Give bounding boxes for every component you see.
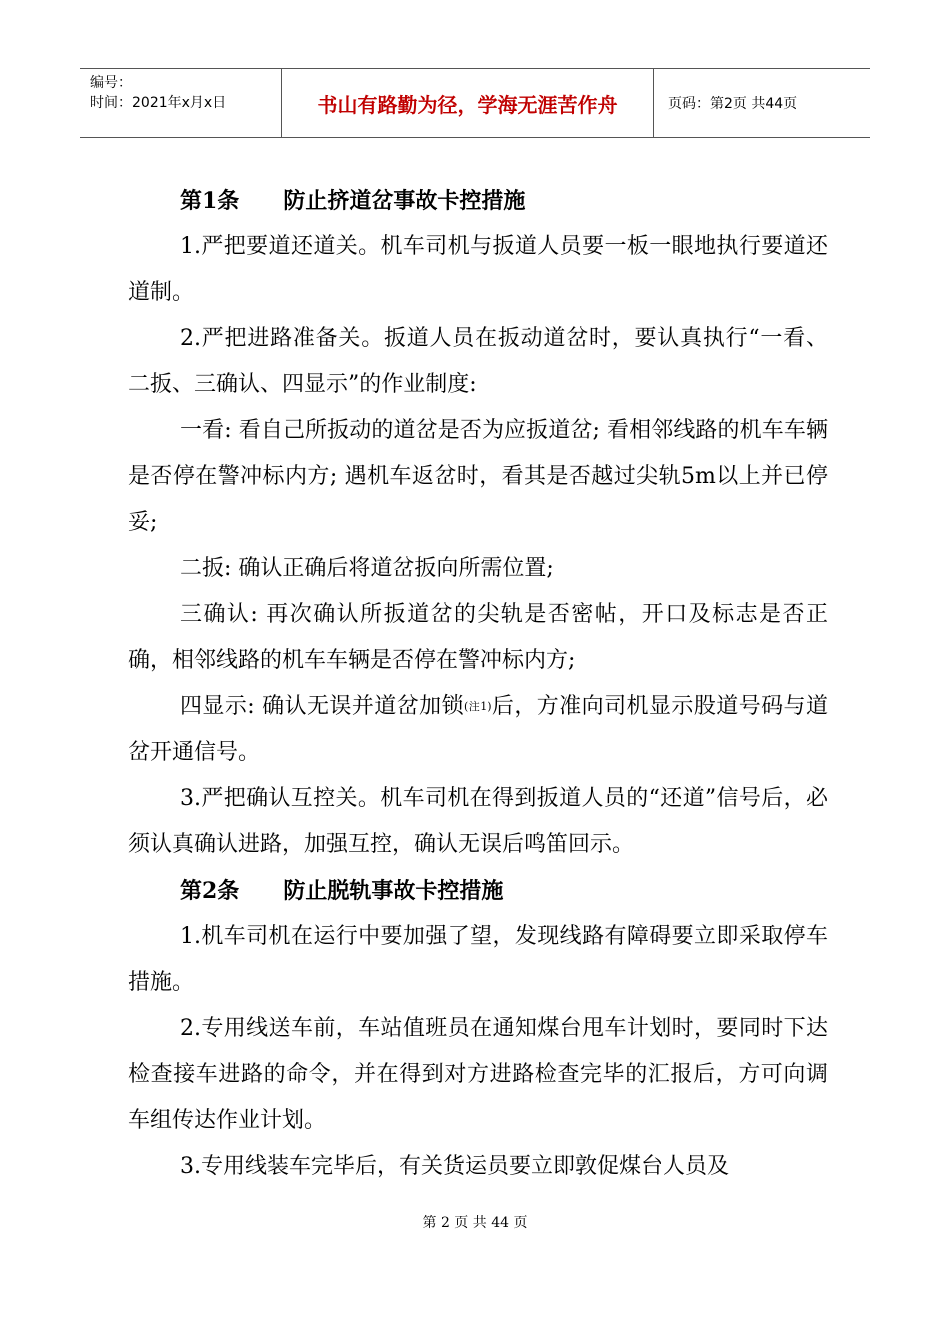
document-body <box>128 178 828 1190</box>
section-title: 防止挤道岔事故卡控措施 <box>283 188 526 214</box>
header-page-info: 页码：第2页 共44页 <box>668 96 798 112</box>
header-motto: 书山有路勤为径，学海无涯苦作舟 <box>282 69 654 137</box>
paragraph-text: 四显示: 确认无误并道岔加锁 <box>180 694 465 719</box>
section-heading <box>128 178 828 224</box>
paragraph: 3.专用线装车完毕后，有关货运员要立即敦促煤台人员及 <box>180 1154 729 1179</box>
footnote-marker: (注1) <box>464 700 492 713</box>
paragraph: 1.机车司机在运行中要加强了望，发现线路有障碍要立即采取停车措施。 <box>128 924 828 995</box>
paragraph-text: 后，方准向司机显示股道号码与道岔开通信号。 <box>128 694 828 765</box>
section-number: 第2条 <box>180 878 240 904</box>
paragraph <box>128 684 828 776</box>
header-meta <box>80 69 282 137</box>
paragraph: 三确认: 再次确认所扳道岔的尖轨是否密帖，开口及标志是否正确，相邻线路的机车车辆是否停在警冲标内方; <box>128 602 828 673</box>
section-heading <box>128 868 828 914</box>
paragraph: 二扳: 确认正确后将道岔扳向所需位置; <box>180 556 554 581</box>
paragraph: 一看: 看自己所扳动的道岔是否为应扳道岔; 看相邻线路的机车车辆是否停在警冲标内方; 遇机车返岔时，看其是否越过尖轨5m以上并已停妥; <box>128 418 828 535</box>
doc-time-label: 时间：2021年x月x日 <box>90 95 227 111</box>
section-title: 防止脱轨事故卡控措施 <box>283 878 504 904</box>
paragraph: 1.严把要道还道关。机车司机与扳道人员要一板一眼地执行要道还道制。 <box>128 234 828 305</box>
paragraph: 2.专用线送车前，车站值班员在通知煤台甩车计划时，要同时下达检查接车进路的命令，并在得到对方进路检查完毕的汇报后，方可向调车组传达作业计划。 <box>128 1016 828 1133</box>
doc-number-label: 编号： <box>90 75 132 91</box>
paragraph: 3.严把确认互控关。机车司机在得到扳道人员的“还道”信号后，必须认真确认进路，加强互控，确认无误后鸣笛回示。 <box>128 786 828 857</box>
paragraph: 2.严把进路准备关。扳道人员在扳动道岔时，要认真执行“一看、二扳、三确认、四显示”的作业制度: <box>128 326 828 397</box>
section-number: 第1条 <box>180 188 240 214</box>
page-footer: 第 2 页 共 44 页 <box>422 1215 528 1231</box>
page-header <box>80 68 870 138</box>
